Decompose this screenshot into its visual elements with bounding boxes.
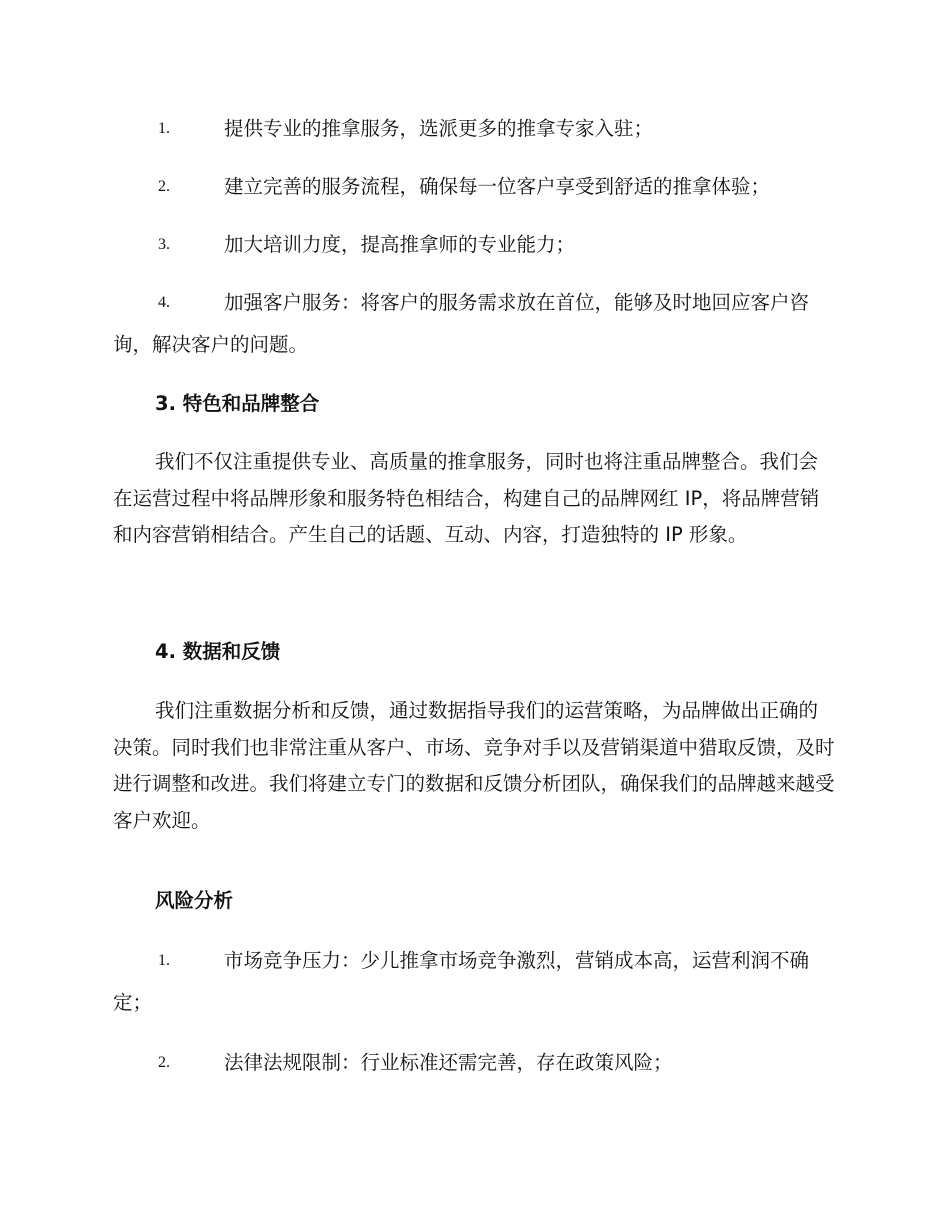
list-number: 4. (158, 294, 170, 311)
list-number: 1. (158, 952, 170, 969)
section-heading: 3. 特色和品牌整合 (155, 392, 320, 415)
list-number: 1. (158, 120, 170, 137)
list-item (113, 282, 835, 366)
list-number: 2. (158, 1054, 170, 1071)
list-text: 提供专业的推拿服务，选派更多的推拿专家入驻； (224, 117, 654, 140)
section-heading: 风险分析 (155, 889, 234, 912)
list-text: 建立完善的服务流程，确保每一位客户享受到舒适的推拿体验； (224, 175, 771, 198)
section-heading: 4. 数据和反馈 (155, 640, 281, 663)
list-item (113, 108, 835, 150)
list-text: 法律法规限制：行业标准还需完善，存在政策风险； (224, 1051, 673, 1074)
section-paragraph: 我们注重数据分析和反馈，通过数据指导我们的运营策略，为品牌做出正确的决策。同时我们也非常注重从客户、市场、竞争对手以及营销渠道中猎取反馈，及时进行调整和改进。我们将建立专门的数据和反馈分析团队，确保我们的品牌越来越受客户欢迎。 (113, 699, 835, 832)
section-paragraph: 我们不仅注重提供专业、高质量的推拿服务，同时也将注重品牌整合。我们会在运营过程中将品牌形象和服务特色相结合，构建自己的品牌网红 IP，将品牌营销和内容营销相结合。产生自己的话题、互动、内容，打造独特的 IP 形象。 (113, 450, 820, 546)
list-item (113, 224, 835, 266)
list-number: 2. (158, 178, 170, 195)
list-item (113, 166, 835, 208)
list-number: 3. (158, 236, 170, 253)
list-item (113, 940, 835, 1024)
list-item (113, 1042, 835, 1084)
list-text: 加大培训力度，提高推拿师的专业能力； (224, 233, 576, 256)
list-text: 加强客户服务：将客户的服务需求放在首位，能够及时地回应客户咨询，解决客户的问题。 (113, 291, 810, 356)
list-text: 市场竞争压力：少儿推拿市场竞争激烈，营销成本高，运营利润不确定； (113, 949, 810, 1014)
